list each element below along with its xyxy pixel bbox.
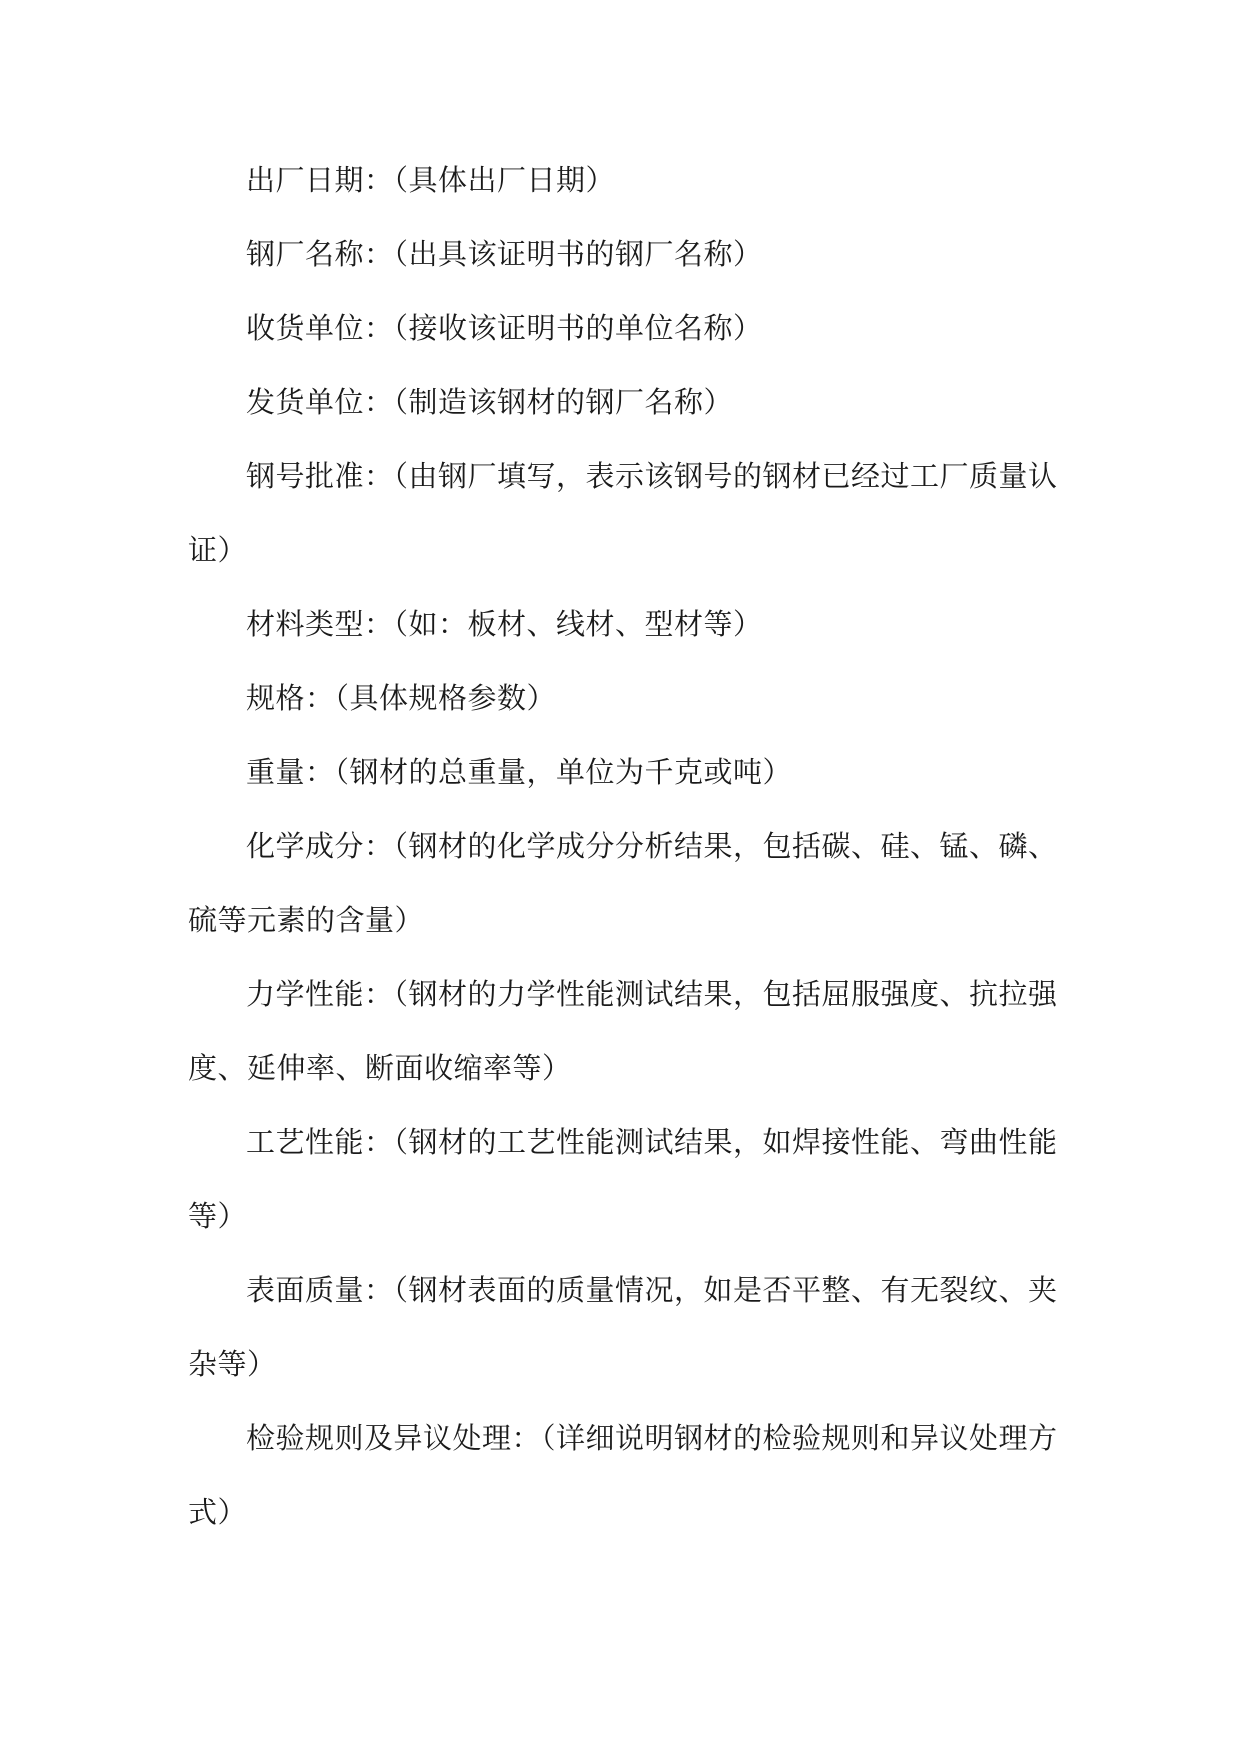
field-surface-quality: 表面质量：（钢材表面的质量情况，如是否平整、有无裂纹、夹 杂等） <box>188 1273 1058 1381</box>
field-material-type: 材料类型：（如：板材、线材、型材等） <box>246 607 763 641</box>
field-consignee: 收货单位：（接收该证明书的单位名称） <box>246 311 763 345</box>
field-mechanical-properties: 力学性能：（钢材的力学性能测试结果，包括屈服强度、抗拉强 度、延伸率、断面收缩率等） <box>188 977 1058 1085</box>
field-specification: 规格：（具体规格参数） <box>246 681 557 715</box>
field-chemical-composition: 化学成分：（钢材的化学成分分析结果，包括碳、硅、锰、磷、 硫等元素的含量） <box>188 829 1058 937</box>
field-delivery-date: 出厂日期：（具体出厂日期） <box>246 163 616 197</box>
field-weight: 重量：（钢材的总重量，单位为千克或吨） <box>246 755 793 789</box>
field-steel-mill-name: 钢厂名称：（出具该证明书的钢厂名称） <box>246 237 763 271</box>
field-steel-grade-approval: 钢号批准：（由钢厂填写，表示该钢号的钢材已经过工厂质量认 证） <box>188 459 1058 567</box>
field-consignor: 发货单位：（制造该钢材的钢厂名称） <box>246 385 734 419</box>
document-body <box>188 143 1058 1549</box>
field-inspection-rules: 检验规则及异议处理：（详细说明钢材的检验规则和异议处理方 式） <box>188 1421 1058 1529</box>
field-process-properties: 工艺性能：（钢材的工艺性能测试结果，如焊接性能、弯曲性能 等） <box>188 1125 1058 1233</box>
